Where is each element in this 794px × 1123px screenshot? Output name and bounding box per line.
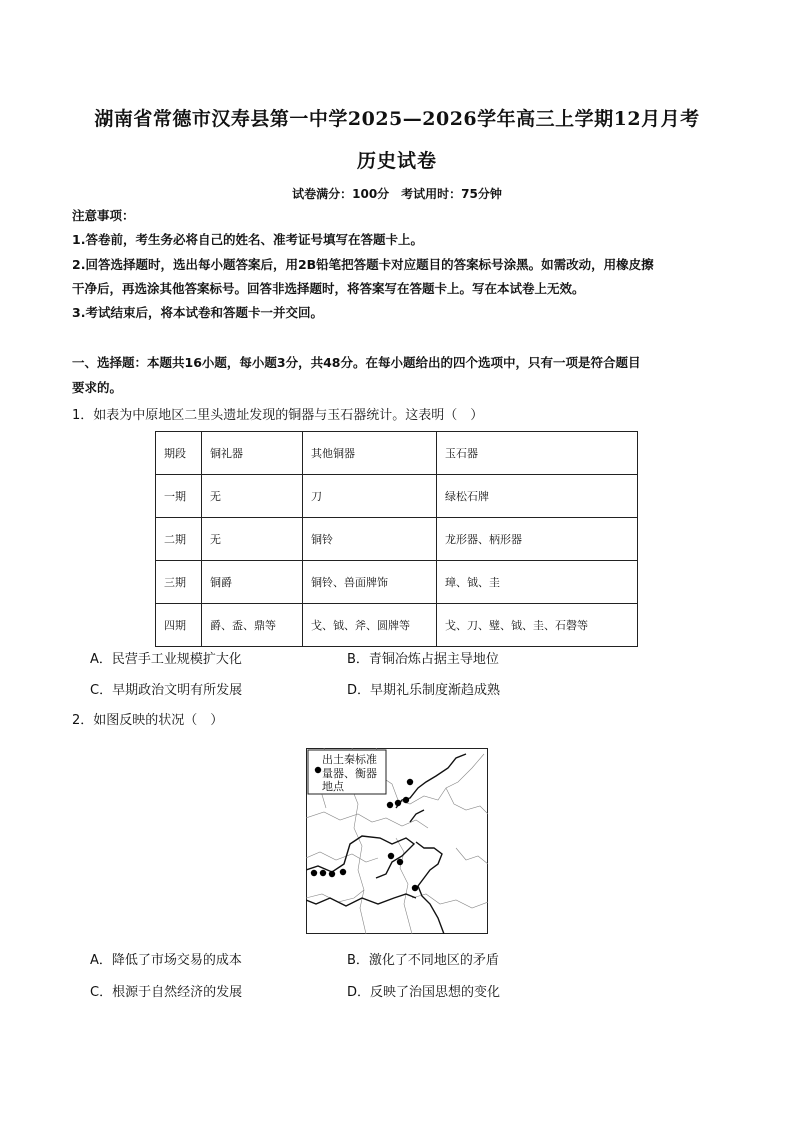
legend-dot (315, 767, 321, 773)
table-cell: 刀 (303, 475, 437, 518)
table-header: 玉石器 (437, 432, 638, 475)
question-2-stem: 2．如图反映的状况（ ） (72, 713, 224, 728)
table-row (156, 518, 638, 561)
table-header: 其他铜器 (303, 432, 437, 475)
qin-measures-map (306, 748, 488, 934)
question-1-stem: 1．如表为中原地区二里头遗址发现的铜器与玉石器统计。这表明（ ） (72, 408, 484, 423)
find-site-dot (395, 800, 401, 806)
q2-option-a[interactable]: A．降低了市场交易的成本 (90, 953, 242, 968)
bronze-jade-table (155, 431, 638, 647)
notes-heading: 注意事项： (72, 208, 135, 223)
q1-option-d[interactable]: D．早期礼乐制度渐趋成熟 (347, 683, 501, 698)
note-item: 3.考试结束后，将本试卷和答题卡一并交回。 (72, 305, 323, 320)
q1-option-b[interactable]: B．青铜冶炼占据主导地位 (347, 652, 499, 667)
section-heading: 一、选择题：本题共16小题，每小题3分，共48分。在每小题给出的四个选项中，只有一项是符合题目 (72, 355, 641, 370)
table-cell: 戈、刀、璧、钺、圭、石磬等 (437, 604, 638, 647)
table-cell: 无 (202, 518, 303, 561)
table-cell: 二期 (156, 518, 202, 561)
table-cell: 铜铃 (303, 518, 437, 561)
find-site-dot (388, 853, 394, 859)
note-item: 干净后，再选涂其他答案标号。回答非选择题时，将答案写在答题卡上。写在本试卷上无效。 (72, 281, 585, 296)
table-cell: 璋、钺、圭 (437, 561, 638, 604)
q1-option-c[interactable]: C．早期政治文明有所发展 (90, 683, 243, 698)
q2-option-b[interactable]: B．激化了不同地区的矛盾 (347, 953, 499, 968)
exam-subject: 历史试卷 (356, 150, 437, 172)
find-site-dot (311, 870, 317, 876)
legend-line: 出土秦标准 (322, 753, 377, 766)
exam-title: 湖南省常德市汉寿县第一中学2025—2026学年高三上学期12月月考 (94, 108, 700, 130)
q2-option-c[interactable]: C．根源于自然经济的发展 (90, 985, 243, 1000)
table-header: 期段 (156, 432, 202, 475)
find-site-dot (340, 869, 346, 875)
table-cell: 无 (202, 475, 303, 518)
find-site-dot (403, 797, 409, 803)
q2-option-d[interactable]: D．反映了治国思想的变化 (347, 985, 501, 1000)
find-site-dot (397, 859, 403, 865)
note-item: 1.答卷前，考生务必将自己的姓名、准考证号填写在答题卡上。 (72, 232, 423, 247)
table-cell: 三期 (156, 561, 202, 604)
table-cell: 绿松石牌 (437, 475, 638, 518)
note-item: 2.回答选择题时，选出每小题答案后，用2B铅笔把答题卡对应题目的答案标号涂黑。如需改动，用橡皮擦 (72, 257, 654, 272)
find-site-dot (407, 779, 413, 785)
table-cell: 铜爵 (202, 561, 303, 604)
table-cell: 龙形器、柄形器 (437, 518, 638, 561)
exam-meta: 试卷满分：100分 考试用时：75分钟 (292, 187, 502, 201)
find-site-dot (412, 885, 418, 891)
find-site-dot (387, 802, 393, 808)
table-row (156, 475, 638, 518)
table-header-row (156, 432, 638, 475)
legend-line: 量器、衡器 (322, 767, 377, 780)
table-row (156, 604, 638, 647)
find-site-dot (329, 871, 335, 877)
table-cell: 爵、盉、鼎等 (202, 604, 303, 647)
find-site-dot (320, 870, 326, 876)
q1-option-a[interactable]: A．民营手工业规模扩大化 (90, 652, 242, 667)
table-cell: 戈、钺、斧、圆牌等 (303, 604, 437, 647)
legend-line: 地点 (322, 780, 344, 793)
table-cell: 四期 (156, 604, 202, 647)
section-heading-cont: 要求的。 (72, 380, 123, 395)
table-cell: 一期 (156, 475, 202, 518)
table-cell: 铜铃、兽面牌饰 (303, 561, 437, 604)
table-row (156, 561, 638, 604)
table-header: 铜礼器 (202, 432, 303, 475)
